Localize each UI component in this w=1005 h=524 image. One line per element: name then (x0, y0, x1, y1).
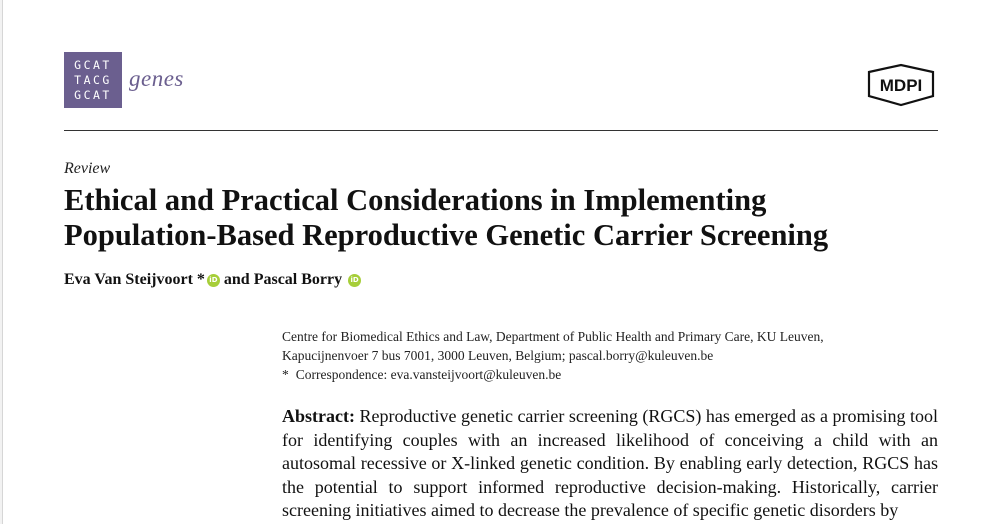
logo-line-1: GCAT (74, 57, 112, 72)
journal-name: genes (129, 66, 184, 91)
orcid-icon[interactable]: iD (348, 274, 361, 287)
title-line-2: Population-Based Reproductive Genetic Carrier Screening (64, 218, 829, 252)
logo-line-2: TACG (74, 72, 112, 87)
affiliation-line-2: Kapucijnenvoer 7 bus 7001, 3000 Leuven, Belgium; pascal.borry@kuleuven.be (282, 348, 714, 363)
correspondence-mark: * (282, 367, 289, 382)
paper-page (2, 0, 1005, 524)
affiliation-block (282, 327, 938, 384)
affiliation-line-1: Centre for Biomedical Ethics and Law, Department of Public Health and Primary Care, KU Leuven, (282, 329, 824, 344)
logo-line-3: GCAT (74, 87, 112, 102)
orcid-icon[interactable]: iD (207, 274, 220, 287)
author-name[interactable]: Eva Van Steijvoort (64, 271, 193, 288)
title-line-1: Ethical and Practical Considerations in Implementing (64, 183, 767, 217)
abstract (282, 405, 938, 523)
correspondence-text: Correspondence: eva.vansteijvoort@kuleuven.be (295, 367, 562, 382)
journal-logo (64, 52, 122, 108)
header-divider (64, 130, 938, 131)
article-type: Review (64, 160, 111, 177)
paper-title (64, 183, 944, 253)
correspondence-line (282, 365, 938, 384)
author-list (64, 271, 365, 289)
mdpi-logo-text: MDPI (879, 76, 923, 95)
corresponding-mark: * (196, 271, 205, 288)
abstract-text: Reproductive genetic carrier screening (RGCS) has emerged as a promising tool for identifying couples with an increased likelihood of conceiving a child with an autosomal recessive or X-linked genetic condition. By enabling early detection, RGCS has the potential to support informed reproductive decision-making. Historically, carrier screening initiatives aimed to decrease the prevalence of specific genetic disorders by (282, 406, 939, 520)
author-name[interactable]: Pascal Borry (253, 271, 343, 288)
mdpi-logo (865, 62, 937, 108)
abstract-label: Abstract: (282, 406, 355, 426)
author-connector: and (223, 271, 250, 288)
